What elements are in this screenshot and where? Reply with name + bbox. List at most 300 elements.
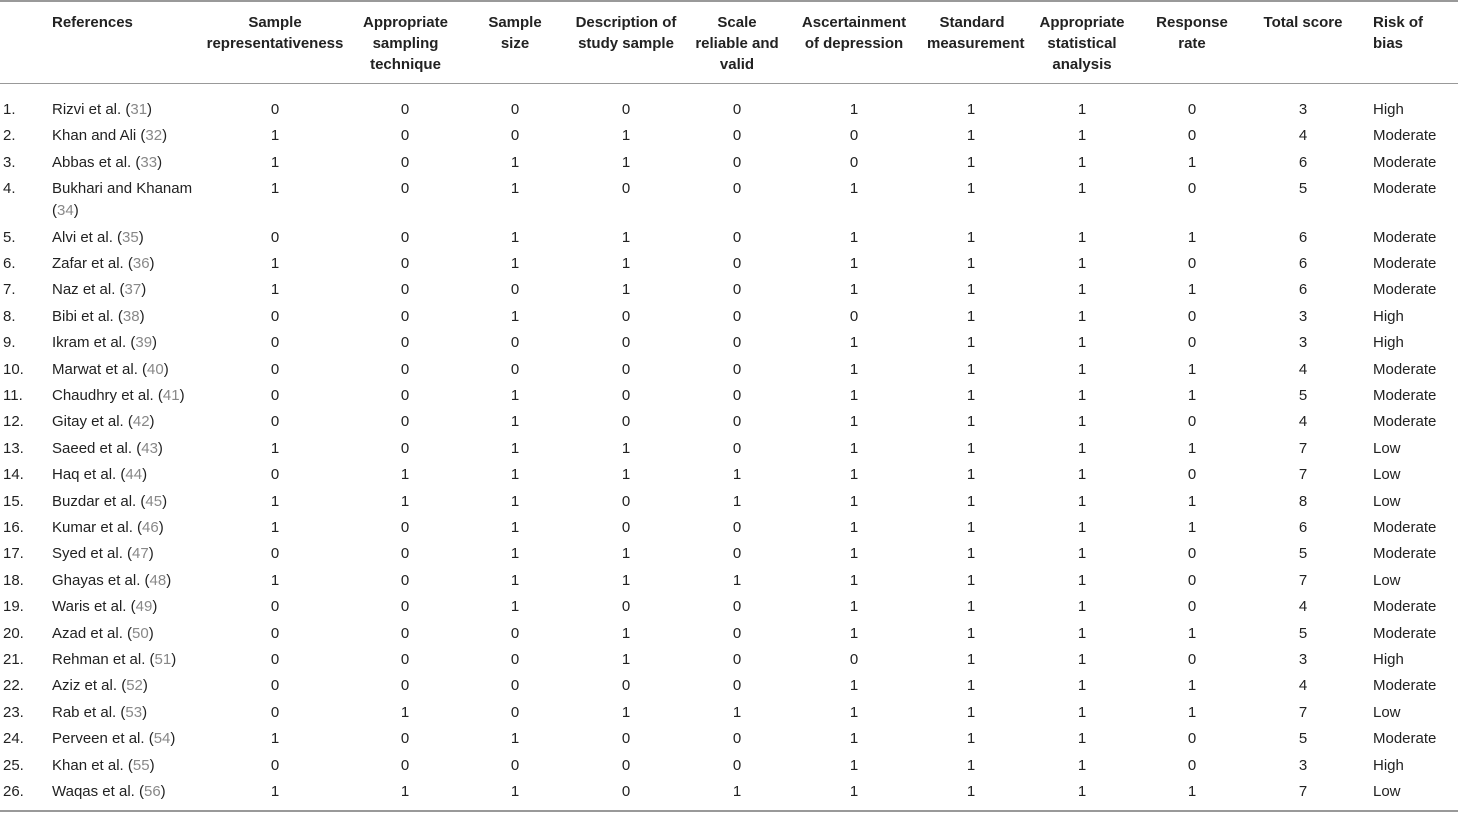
criterion-score: 1 [1077, 281, 1087, 299]
criterion-score: 0 [270, 360, 280, 378]
reference-author: Syed et al. ( [52, 545, 133, 563]
criterion-score: 0 [270, 756, 280, 774]
criterion-score: 0 [400, 127, 410, 145]
reference-close-paren: ) [157, 153, 163, 171]
total-score: 3 [1298, 307, 1308, 325]
citation-number[interactable]: 46 [142, 519, 159, 536]
criterion-score: 0 [400, 571, 410, 589]
criterion-score: 0 [1187, 598, 1197, 616]
criterion-score: 1 [510, 413, 520, 431]
criterion-score: 1 [1187, 387, 1197, 404]
citation-number[interactable]: 40 [147, 360, 164, 378]
criterion-score: 1 [849, 413, 859, 431]
citation-number[interactable]: 45 [145, 492, 163, 510]
criterion-score: 1 [510, 180, 520, 198]
criterion-score: 1 [400, 492, 410, 510]
citation-number[interactable]: 47 [132, 545, 149, 563]
total-score: 4 [1298, 677, 1308, 695]
criterion-score: 0 [510, 624, 520, 642]
reference-cell [52, 332, 202, 354]
criterion-score: 0 [1187, 651, 1197, 668]
reference-cell [52, 178, 202, 221]
criterion-score: 0 [270, 334, 280, 352]
row-number: 23. [3, 703, 24, 721]
reference-author: Buzdar et al. ( [52, 492, 146, 510]
reference-author: Alvi et al. ( [52, 228, 123, 246]
reference-close-paren: ) [73, 201, 79, 219]
reference-cell [52, 359, 202, 381]
total-score: 6 [1298, 153, 1308, 171]
criterion-score: 0 [1187, 127, 1197, 145]
criterion-score: 1 [966, 598, 976, 616]
criterion-score: 1 [400, 466, 410, 484]
criterion-score: 1 [966, 281, 976, 299]
criterion-score: 1 [1077, 255, 1087, 272]
row-number: 14. [3, 466, 24, 484]
criterion-score: 0 [1187, 466, 1197, 484]
total-score: 7 [1298, 466, 1308, 484]
criterion-score: 1 [510, 153, 520, 171]
criterion-score: 1 [966, 783, 976, 800]
criterion-score: 0 [621, 334, 631, 352]
row-number: 10. [3, 360, 24, 378]
criterion-score: 0 [400, 387, 410, 404]
criterion-score: 1 [510, 307, 520, 325]
criterion-score: 0 [270, 101, 280, 118]
citation-number[interactable]: 55 [132, 756, 150, 774]
reference-cell [52, 570, 202, 592]
criterion-score: 0 [270, 387, 280, 404]
criterion-score: 0 [510, 127, 520, 145]
criterion-score: 0 [1187, 101, 1197, 118]
criterion-score: 1 [1077, 101, 1087, 118]
criterion-score: 1 [849, 281, 859, 299]
criterion-score: 1 [621, 153, 631, 171]
reference-author: Rehman et al. ( [52, 651, 155, 668]
criterion-score: 1 [1077, 677, 1087, 695]
reference-close-paren: ) [171, 651, 177, 668]
risk-of-bias: Moderate [1373, 598, 1437, 616]
criterion-score: 0 [849, 307, 859, 325]
criterion-score: 0 [400, 180, 410, 198]
reference-cell [52, 438, 202, 460]
reference-cell [52, 543, 202, 565]
citation-number[interactable]: 32 [145, 127, 163, 145]
reference-cell [52, 517, 202, 539]
citation-number[interactable]: 37 [124, 281, 142, 299]
citation-number[interactable]: 43 [141, 439, 158, 457]
criterion-score: 0 [400, 545, 410, 563]
risk-of-bias: Moderate [1373, 545, 1437, 563]
total-score: 7 [1298, 571, 1308, 589]
criterion-score: 1 [1077, 387, 1087, 404]
citation-number[interactable]: 42 [132, 413, 150, 431]
reference-close-paren: ) [170, 730, 176, 748]
risk-of-bias: Moderate [1373, 413, 1437, 431]
criterion-score: 1 [849, 519, 859, 536]
criterion-score: 0 [270, 228, 280, 246]
risk-of-bias: Low [1373, 703, 1401, 721]
reference-close-paren: ) [147, 101, 153, 118]
row-number: 18. [3, 571, 24, 589]
citation-number[interactable]: 44 [125, 466, 143, 484]
total-score: 5 [1298, 624, 1308, 642]
header-sampling-technique: Appropriate sampling technique [362, 14, 448, 73]
citation-number[interactable]: 33 [140, 153, 158, 171]
citation-number[interactable]: 35 [122, 228, 139, 246]
criterion-score: 1 [1077, 360, 1087, 378]
criterion-score: 0 [621, 180, 631, 198]
reference-author: Saeed et al. ( [52, 439, 142, 457]
criterion-score: 1 [966, 101, 976, 118]
criterion-score: 1 [966, 624, 976, 642]
criterion-score: 1 [1077, 756, 1087, 774]
citation-number[interactable]: 51 [154, 651, 172, 668]
total-score: 3 [1298, 756, 1308, 774]
criterion-score: 1 [1077, 413, 1087, 431]
risk-of-bias: High [1373, 334, 1404, 352]
reference-close-paren: ) [148, 624, 154, 642]
header-risk-of-bias: Risk of bias [1373, 14, 1424, 52]
criterion-score: 1 [849, 677, 859, 695]
criterion-score: 0 [400, 598, 410, 616]
risk-of-bias: Moderate [1373, 281, 1437, 299]
citation-number[interactable]: 54 [153, 730, 171, 748]
criterion-score: 0 [510, 756, 520, 774]
citation-number[interactable]: 36 [132, 255, 150, 272]
risk-of-bias: Low [1373, 571, 1401, 589]
criterion-score: 0 [400, 153, 410, 171]
criterion-score: 0 [400, 101, 410, 118]
criterion-score: 0 [732, 255, 742, 272]
reference-author: Waris et al. ( [52, 598, 136, 616]
criterion-score: 0 [270, 677, 280, 695]
criterion-score: 0 [732, 439, 742, 457]
criterion-score: 0 [732, 598, 742, 616]
criterion-score: 0 [510, 101, 520, 118]
criterion-score: 1 [732, 571, 742, 589]
criterion-score: 1 [1077, 466, 1087, 484]
reference-author: Rab et al. ( [52, 703, 126, 721]
citation-number[interactable]: 52 [126, 677, 143, 695]
criterion-score: 0 [400, 360, 410, 378]
reference-close-paren: ) [162, 492, 168, 510]
criterion-score: 1 [1187, 360, 1197, 378]
reference-cell [52, 781, 202, 803]
citation-number[interactable]: 41 [162, 387, 180, 404]
criterion-score: 0 [1187, 730, 1197, 748]
citation-number[interactable]: 53 [125, 703, 143, 721]
criterion-score: 1 [400, 703, 410, 721]
total-score: 4 [1298, 598, 1308, 616]
risk-of-bias: Moderate [1373, 255, 1437, 272]
criterion-score: 0 [621, 677, 631, 695]
criterion-score: 1 [849, 228, 859, 246]
reference-close-paren: ) [138, 228, 144, 246]
risk-of-bias: Moderate [1373, 387, 1437, 404]
criterion-score: 1 [510, 783, 520, 800]
citation-number[interactable]: 49 [135, 598, 153, 616]
criterion-score: 0 [621, 783, 631, 800]
reference-author: Chaudhry et al. ( [52, 387, 163, 404]
row-number: 12. [3, 413, 24, 431]
criterion-score: 0 [732, 228, 742, 246]
row-number: 21. [3, 651, 24, 668]
criterion-score: 1 [1077, 307, 1087, 325]
total-score: 4 [1298, 413, 1308, 431]
criterion-score: 1 [966, 387, 976, 404]
criterion-score: 0 [400, 307, 410, 325]
criterion-score: 1 [1077, 598, 1087, 616]
reference-cell [52, 596, 202, 618]
criterion-score: 1 [1187, 439, 1197, 457]
table-bottom-rule [0, 810, 1458, 812]
criterion-score: 0 [621, 413, 631, 431]
reference-cell [52, 649, 202, 671]
reference-close-paren: ) [149, 756, 155, 774]
criterion-score: 1 [1187, 228, 1197, 246]
criterion-score: 1 [1077, 228, 1087, 246]
criterion-score: 1 [849, 466, 859, 484]
criterion-score: 0 [1187, 571, 1197, 589]
criterion-score: 1 [510, 545, 520, 563]
reference-close-paren: ) [148, 545, 154, 563]
header-references: References [52, 14, 133, 31]
criterion-score: 0 [510, 651, 520, 668]
reference-author: Zafar et al. ( [52, 255, 133, 272]
criterion-score: 1 [966, 703, 976, 721]
criterion-score: 0 [510, 281, 520, 299]
criterion-score: 0 [732, 281, 742, 299]
criterion-score: 0 [732, 360, 742, 378]
criterion-score: 1 [270, 439, 280, 457]
criterion-score: 0 [400, 281, 410, 299]
risk-of-bias: High [1373, 307, 1404, 325]
criterion-score: 1 [1077, 180, 1087, 198]
reference-cell [52, 385, 202, 407]
citation-number[interactable]: 48 [149, 571, 167, 589]
criterion-score: 0 [270, 545, 280, 563]
total-score: 3 [1298, 334, 1308, 352]
reference-cell [52, 675, 202, 697]
criterion-score: 1 [1187, 153, 1197, 171]
criterion-score: 0 [621, 360, 631, 378]
reference-close-paren: ) [158, 519, 164, 536]
criterion-score: 1 [966, 153, 976, 171]
reference-close-paren: ) [163, 360, 169, 378]
criterion-score: 1 [966, 439, 976, 457]
criterion-score: 1 [966, 307, 976, 325]
criterion-score: 0 [400, 413, 410, 431]
risk-of-bias: High [1373, 756, 1404, 774]
criterion-score: 0 [732, 651, 742, 668]
header-sample-representativeness: Sample representativeness [206, 14, 344, 52]
criterion-score: 0 [510, 677, 520, 695]
criterion-score: 1 [510, 466, 520, 484]
criterion-score: 1 [510, 255, 520, 272]
criterion-score: 0 [270, 624, 280, 642]
criterion-score: 0 [621, 730, 631, 748]
criterion-score: 1 [849, 756, 859, 774]
row-number: 24. [3, 730, 24, 748]
criterion-score: 1 [966, 756, 976, 774]
criterion-score: 1 [1077, 439, 1087, 457]
criterion-score: 1 [270, 127, 280, 145]
criterion-score: 1 [849, 101, 859, 118]
citation-number[interactable]: 38 [122, 307, 140, 325]
criterion-score: 0 [732, 127, 742, 145]
reference-author: Perveen et al. ( [52, 730, 154, 748]
reference-cell [52, 702, 202, 724]
criterion-score: 0 [621, 598, 631, 616]
criterion-score: 0 [732, 153, 742, 171]
reference-cell [52, 306, 202, 328]
risk-of-bias: Moderate [1373, 677, 1437, 695]
criterion-score: 0 [1187, 180, 1197, 198]
criterion-score: 1 [270, 255, 280, 272]
citation-number[interactable]: 39 [135, 334, 153, 352]
criterion-score: 0 [1187, 756, 1197, 774]
table-top-rule [0, 0, 1458, 2]
reference-cell [52, 623, 202, 645]
row-number: 9. [3, 334, 16, 352]
total-score: 3 [1298, 101, 1308, 118]
criterion-score: 1 [1077, 624, 1087, 642]
criterion-score: 1 [510, 439, 520, 457]
reference-cell [52, 227, 202, 249]
reference-close-paren: ) [142, 677, 148, 695]
reference-close-paren: ) [149, 413, 155, 431]
criterion-score: 1 [849, 571, 859, 589]
criterion-score: 1 [1187, 783, 1197, 800]
criterion-score: 1 [1077, 571, 1087, 589]
reference-author: Rizvi et al. ( [52, 101, 131, 118]
criterion-score: 1 [849, 360, 859, 378]
row-number: 2. [3, 127, 16, 145]
criterion-score: 0 [400, 677, 410, 695]
criterion-score: 0 [621, 307, 631, 325]
criterion-score: 0 [849, 153, 859, 171]
row-number: 26. [3, 783, 24, 800]
reference-cell [52, 253, 202, 275]
criterion-score: 0 [1187, 413, 1197, 431]
risk-of-bias: Low [1373, 783, 1401, 800]
reference-author: Waqas et al. ( [52, 783, 144, 800]
citation-number[interactable]: 34 [57, 201, 74, 219]
reference-cell [52, 464, 202, 486]
criterion-score: 0 [400, 756, 410, 774]
header-sample-size: Sample size [488, 14, 542, 52]
criterion-score: 0 [732, 387, 742, 404]
criterion-score: 1 [400, 783, 410, 800]
risk-of-bias: Low [1373, 466, 1401, 484]
citation-number[interactable]: 31 [130, 101, 148, 118]
criterion-score: 1 [621, 703, 631, 721]
criterion-score: 0 [270, 413, 280, 431]
criterion-score: 1 [1187, 492, 1197, 510]
criterion-score: 1 [966, 519, 976, 536]
risk-of-bias: Moderate [1373, 180, 1437, 198]
citation-number[interactable]: 50 [132, 624, 149, 642]
total-score: 4 [1298, 360, 1308, 378]
header-ascertainment: Ascertainment of depression [801, 14, 907, 52]
header-standard-measurement: Standard measurement [927, 14, 1025, 52]
criterion-score: 1 [966, 413, 976, 431]
criterion-score: 1 [1187, 624, 1197, 642]
criterion-score: 0 [400, 651, 410, 668]
total-score: 6 [1298, 281, 1308, 299]
total-score: 4 [1298, 127, 1308, 145]
criterion-score: 1 [732, 703, 742, 721]
reference-author: Khan et al. ( [52, 756, 133, 774]
reference-close-paren: ) [160, 783, 166, 800]
criterion-score: 1 [966, 228, 976, 246]
criterion-score: 1 [966, 545, 976, 563]
row-number: 1. [3, 101, 16, 118]
row-number: 13. [3, 439, 24, 457]
total-score: 5 [1298, 545, 1308, 563]
criterion-score: 0 [732, 307, 742, 325]
criterion-score: 1 [621, 571, 631, 589]
criterion-score: 1 [621, 651, 631, 668]
criterion-score: 1 [1077, 730, 1087, 748]
criterion-score: 1 [966, 571, 976, 589]
criterion-score: 0 [732, 624, 742, 642]
criterion-score: 0 [400, 519, 410, 536]
header-rule [0, 83, 1458, 84]
total-score: 7 [1298, 439, 1308, 457]
row-number: 8. [3, 307, 16, 325]
total-score: 6 [1298, 519, 1308, 536]
reference-author: Ikram et al. ( [52, 334, 136, 352]
total-score: 6 [1298, 228, 1308, 246]
risk-of-bias: Moderate [1373, 127, 1437, 145]
criterion-score: 1 [849, 730, 859, 748]
criterion-score: 1 [966, 255, 976, 272]
criterion-score: 1 [849, 703, 859, 721]
reference-cell [52, 152, 202, 174]
criterion-score: 0 [400, 255, 410, 272]
criterion-score: 1 [510, 492, 520, 510]
criterion-score: 0 [400, 730, 410, 748]
criterion-score: 0 [1187, 307, 1197, 325]
criterion-score: 1 [510, 519, 520, 536]
citation-number[interactable]: 56 [143, 783, 161, 800]
criterion-score: 0 [621, 387, 631, 404]
reference-close-paren: ) [162, 127, 168, 145]
reference-author: Bukhari and Khanam ( [52, 180, 193, 219]
criterion-score: 1 [510, 571, 520, 589]
criterion-score: 1 [732, 783, 742, 800]
criterion-score: 0 [732, 545, 742, 563]
row-number: 7. [3, 281, 16, 299]
criterion-score: 0 [732, 519, 742, 536]
row-number: 3. [3, 153, 16, 171]
criterion-score: 0 [510, 334, 520, 352]
criterion-score: 1 [1077, 519, 1087, 536]
criterion-score: 1 [849, 439, 859, 457]
criterion-score: 1 [510, 387, 520, 404]
row-number: 17. [3, 545, 24, 563]
total-score: 5 [1298, 180, 1308, 198]
reference-author: Ghayas et al. ( [52, 571, 150, 589]
criterion-score: 1 [1077, 545, 1087, 563]
criterion-score: 1 [270, 519, 280, 536]
total-score: 3 [1298, 651, 1308, 668]
header-scale: Scale reliable and valid [695, 14, 779, 73]
criterion-score: 1 [270, 492, 280, 510]
reference-cell [52, 491, 202, 513]
